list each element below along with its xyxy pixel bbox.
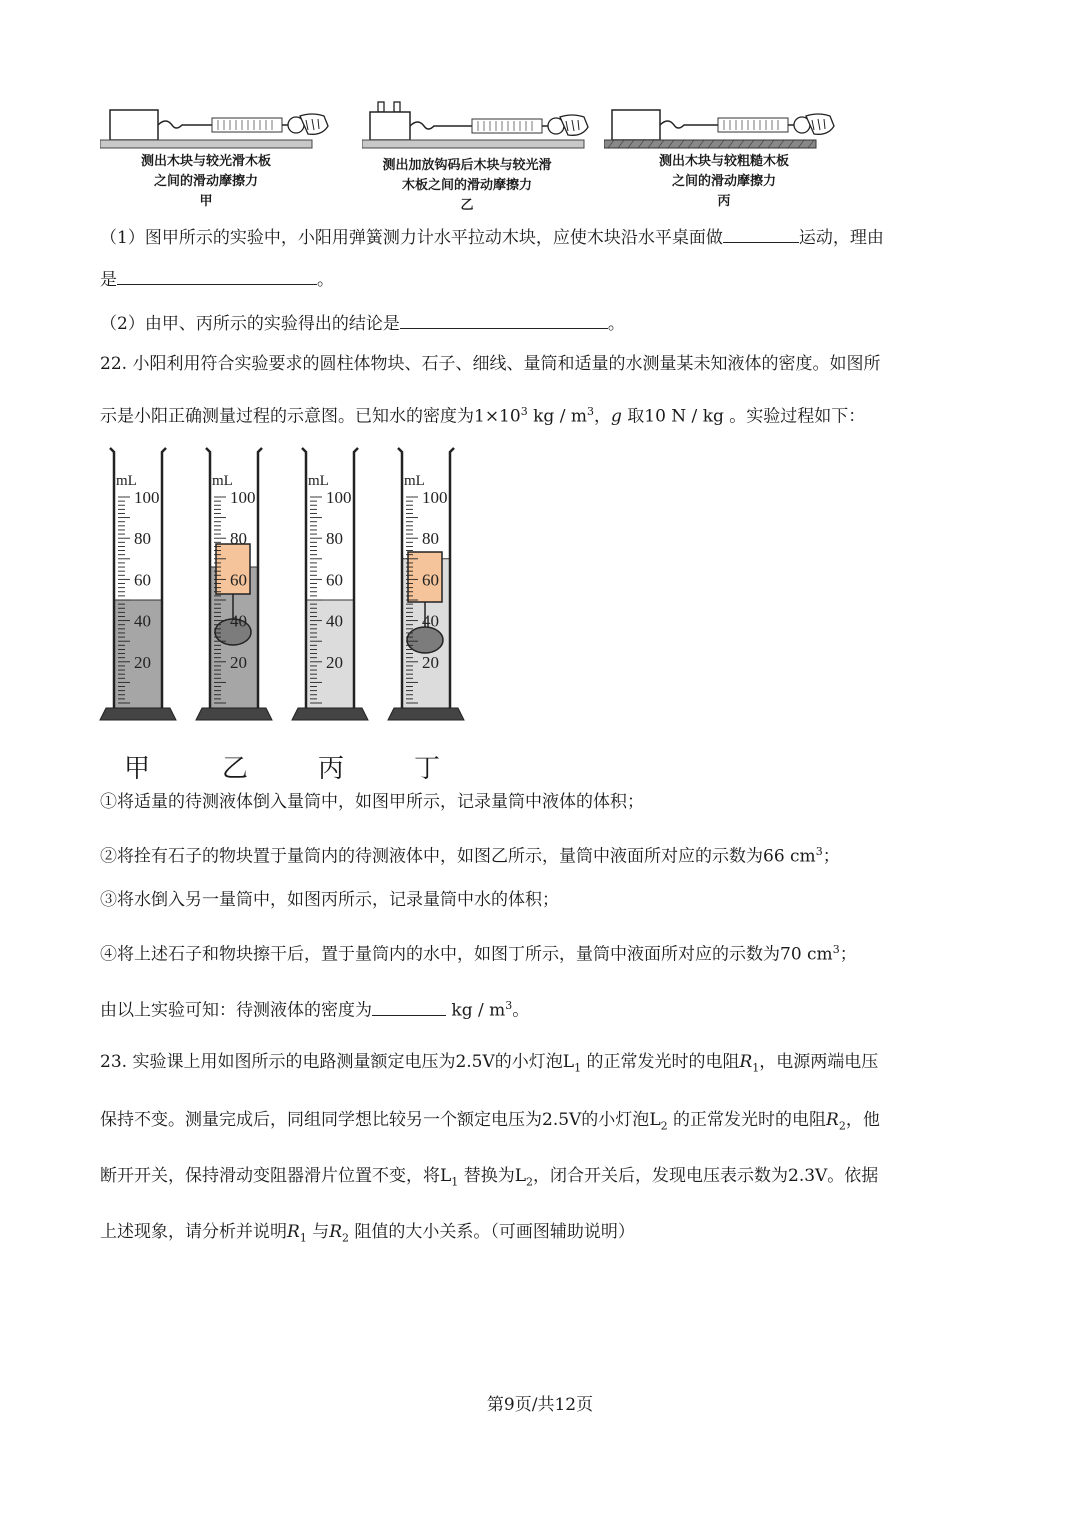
q22-conclusion: 由以上实验可知：待测液体的密度为 kg / $m^3$。	[100, 994, 529, 1023]
tick-label: 60	[134, 570, 151, 590]
cylinder-label-ding: 丁	[414, 754, 441, 784]
tick-label: 80	[422, 529, 439, 549]
answer-blank[interactable]	[372, 997, 446, 1016]
caption-line: 测出木块与较光滑木板	[140, 154, 271, 169]
caption-line: 木板之间的滑动摩擦力	[401, 178, 532, 193]
tick-label: 20	[134, 652, 151, 672]
tick-label: 40	[326, 611, 343, 631]
cylinders-drawing	[96, 440, 476, 740]
caption-line: 之间的滑动摩擦力	[671, 174, 776, 189]
caption-line: 测出木块与较粗糙木板	[658, 154, 789, 169]
tick-label: 80	[134, 529, 151, 549]
friction-setup-yi	[362, 96, 602, 156]
answer-blank[interactable]	[723, 224, 799, 243]
q23-line3: 断开开关，保持滑动变阻器滑片位置不变，将$L_1$ 替换为$L_2$，闭合开关后，发现电压表示数为2.3V。依据	[100, 1166, 879, 1189]
unit-label: mL	[308, 473, 329, 489]
q22-stem-line2: 示是小阳正确测量过程的示意图。已知水的密度为$1\times 10^3$ kg / $m^3$，g 取10 N / kg 。实验过程如下：	[100, 405, 866, 427]
caption-line: 之间的滑动摩擦力	[153, 174, 258, 189]
unit-label: mL	[116, 473, 137, 489]
q21-part1-line1: （1）图甲所示的实验中，小阳用弹簧测力计水平拉动木块，应使木块沿水平桌面做 运动，理由	[100, 224, 884, 250]
figure-label: 乙	[460, 198, 474, 213]
q23-line4: 上述现象，请分析并说明$R_1$ 与$R_2$ 阻值的大小关系。（可画图辅助说明）	[100, 1222, 635, 1245]
cylinder-base	[388, 708, 464, 720]
figure-label: 甲	[199, 194, 213, 209]
cylinder-figure	[96, 440, 476, 744]
tick-label: 20	[326, 652, 343, 672]
tick-label: 20	[230, 652, 247, 672]
unit-label: mL	[404, 473, 425, 489]
tick-label: 100	[230, 488, 256, 507]
q22-step2: ②将拴有石子的物块置于量筒内的待测液体中，如图乙所示，量筒中液面所对应的示数为66 $cm^3$；	[100, 845, 840, 867]
q23-line2: 保持不变。测量完成后，同组同学想比较另一个额定电压为2.5V的小灯泡$L_2$ 的正常发光时的电阻$R_2$，他	[100, 1110, 880, 1133]
cylinder-base	[196, 708, 272, 720]
q22-step1: ①将适量的待测液体倒入量筒中，如图甲所示，记录量筒中液体的体积；	[100, 792, 644, 812]
tick-label: 40	[134, 611, 151, 631]
q21-part2: （2）由甲、丙所示的实验得出的结论是 。	[100, 310, 625, 336]
tick-label: 40	[422, 611, 439, 631]
tick-label: 100	[422, 488, 448, 507]
tick-label: 100	[134, 488, 160, 507]
cylinder-label-bing: 丙	[318, 754, 345, 784]
cylinder-base	[100, 708, 176, 720]
q22-stem-line1: 22. 小阳利用符合实验要求的圆柱体物块、石子、细线、量筒和适量的水测量某未知液体的密度。如图所	[100, 354, 881, 374]
tick-label: 80	[326, 529, 343, 549]
tick-label: 60	[326, 570, 343, 590]
tick-label: 100	[326, 488, 352, 507]
q22-step3: ③将水倒入另一量筒中，如图丙所示，记录量筒中水的体积；	[100, 890, 559, 910]
q21-part1-line2: 是 。	[100, 266, 334, 292]
cylinder-base	[292, 708, 368, 720]
q23-line1: 23. 实验课上用如图所示的电路测量额定电压为2.5V的小灯泡$L_1$ 的正常发光时的电阻$R_1$，电源两端电压	[100, 1052, 879, 1075]
q22-step4: ④将上述石子和物块擦干后，置于量筒内的水中，如图丁所示，量筒中液面所对应的示数为70 $cm^3$；	[100, 943, 857, 965]
answer-blank[interactable]	[117, 266, 317, 285]
cylinder-label-jia: 甲	[124, 754, 151, 784]
tick-label: 40	[230, 611, 247, 631]
caption-line: 测出加放钩码后木块与较光滑	[382, 158, 552, 173]
cylinder-label-yi: 乙	[222, 754, 249, 784]
page-footer: 第9页/共12页	[486, 1395, 594, 1415]
figure-label: 丙	[717, 194, 731, 209]
friction-setup-bing	[604, 100, 854, 156]
tick-label: 80	[230, 529, 247, 549]
unit-label: mL	[212, 473, 233, 489]
tick-label: 60	[230, 570, 247, 590]
answer-blank[interactable]	[400, 310, 608, 329]
tick-label: 20	[422, 652, 439, 672]
tick-label: 60	[422, 570, 439, 590]
friction-setup-jia	[100, 100, 340, 156]
